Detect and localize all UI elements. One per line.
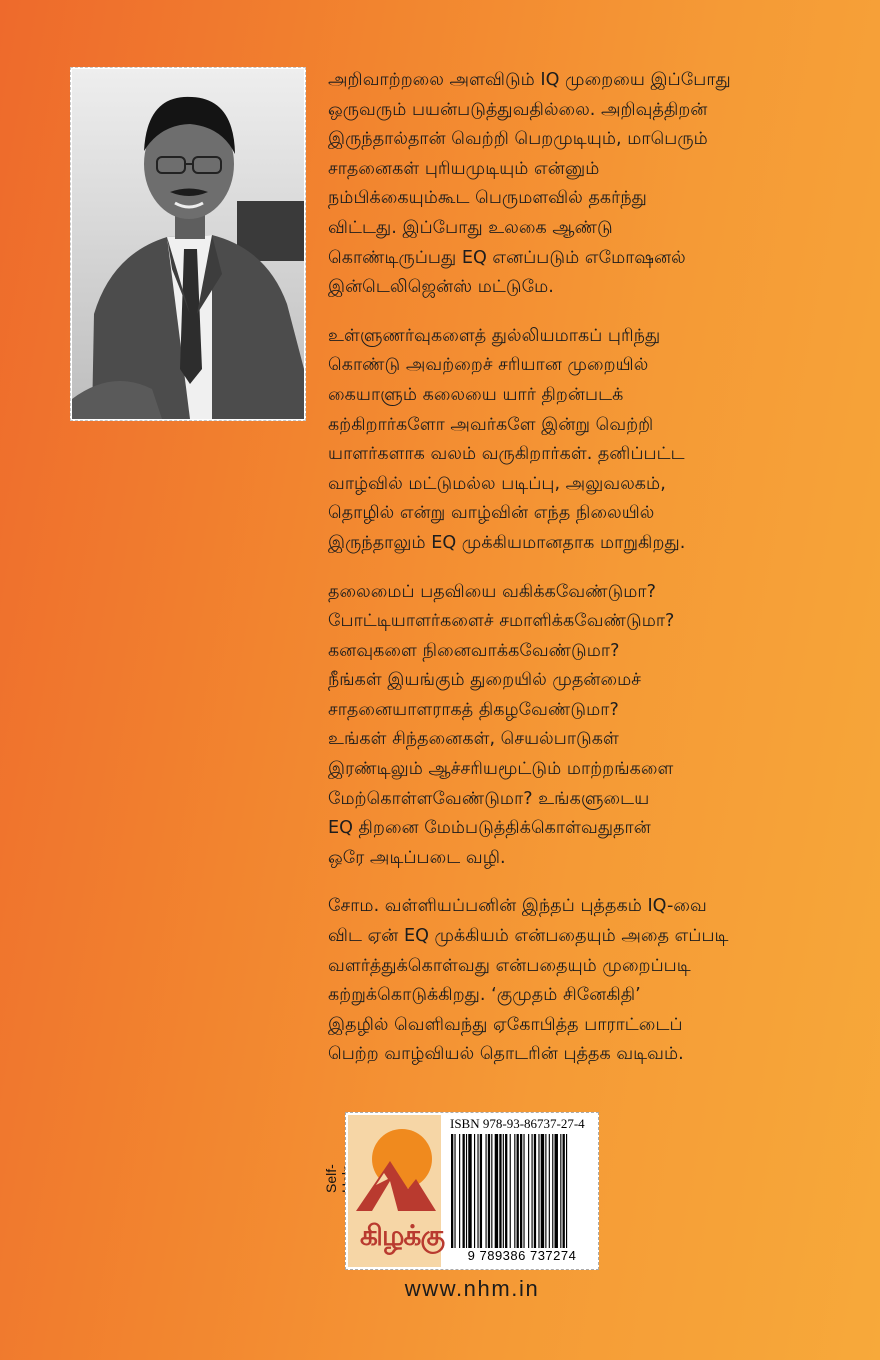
text-line: மேற்கொள்ளவேண்டுமா? உங்களுடைய <box>328 788 650 809</box>
text-line: சாதனைகள் புரியமுடியும் என்னும் <box>328 158 600 179</box>
author-photo <box>72 69 304 419</box>
text-line: ஒருவரும் பயன்படுத்துவதில்லை. அறிவுத்திறன் <box>328 99 708 120</box>
text-line: தொழில் என்று வாழ்வின் எந்த நிலையில் <box>328 503 655 524</box>
backmatter-box <box>345 1112 599 1270</box>
text-line: வளர்த்துக்கொள்வது என்பதையும் முறைப்படி <box>328 955 691 976</box>
paragraph-3 <box>328 578 828 874</box>
text-line: உங்கள் சிந்தனைகள், செயல்பாடுகள் <box>328 729 619 750</box>
text-line: EQ திறனை மேம்படுத்திக்கொள்வதுதான் <box>328 818 651 839</box>
author-photo-frame <box>70 67 306 421</box>
text-line: இன்டெலிஜென்ஸ் மட்டுமே. <box>328 277 554 298</box>
text-line: இதழில் வெளிவந்து ஏகோபித்த பாராட்டைப் <box>328 1014 683 1035</box>
paragraph-1 <box>328 66 828 303</box>
text-line: இருந்தால்தான் வெற்றி பெறமுடியும், மாபெரும் <box>328 129 708 150</box>
text-line: தலைமைப் பதவியை வகிக்கவேண்டுமா? <box>328 581 656 602</box>
publisher-logo <box>348 1115 445 1267</box>
paragraph-4 <box>328 892 828 1070</box>
text-line: யாளர்களாக வலம் வருகிறார்கள். தனிப்பட்ட <box>328 444 685 465</box>
text-line: இரண்டிலும் ஆச்சரியமூட்டும் மாற்றங்களை <box>328 759 674 780</box>
publisher-website[interactable]: www.nhm.in <box>404 1276 540 1301</box>
publisher-logo-text: கிழக்கு <box>360 1219 445 1252</box>
text-line: பெற்ற வாழ்வியல் தொடரின் புத்தக வடிவம். <box>328 1044 684 1065</box>
paragraph-2 <box>328 322 828 559</box>
text-line: கையாளும் கலையை யார் திறன்படக் <box>328 384 624 405</box>
text-line: கனவுகளை நினைவாக்கவேண்டுமா? <box>328 640 620 661</box>
text-line: கொண்டிருப்பது EQ எனப்படும் எமோஷனல் <box>328 247 686 268</box>
barcode-digits: 9 789386 737274 <box>467 1248 577 1263</box>
barcode-icon <box>449 1134 593 1248</box>
text-line: விட ஏன் EQ முக்கியம் என்பதையும் அதை எப்படி <box>328 926 729 947</box>
text-line: போட்டியாளர்களைச் சமாளிக்கவேண்டுமா? <box>328 611 675 632</box>
text-line: ஒரே அடிப்படை வழி. <box>328 847 506 868</box>
genre-label: Self- <box>323 1164 339 1193</box>
text-line: உள்ளுணர்வுகளைத் துல்லியமாகப் புரிந்து <box>328 325 661 346</box>
text-line: கொண்டு அவற்றைச் சரியான முறையில் <box>328 355 649 376</box>
text-line: அறிவாற்றலை அளவிடும் IQ முறையை இப்போது <box>328 70 731 90</box>
text-line: நீங்கள் இயங்கும் துறையில் முதன்மைச் <box>328 670 642 691</box>
text-line: வாழ்வில் மட்டுமல்ல படிப்பு, அலுவலகம், <box>328 473 666 494</box>
text-line: சோம. வள்ளியப்பனின் இந்தப் புத்தகம் IQ-வை <box>328 896 707 917</box>
text-line: விட்டது. இப்போது உலகை ஆண்டு <box>328 217 613 238</box>
text-line: சாதனையாளராகத் திகழவேண்டுமா? <box>328 699 619 720</box>
text-line: கற்றுக்கொடுக்கிறது. ‘குமுதம் சினேகிதி’ <box>328 985 641 1006</box>
text-line: நம்பிக்கையும்கூட பெருமளவில் தகர்ந்து <box>328 188 647 209</box>
text-line: இருந்தாலும் EQ முக்கியமானதாக மாறுகிறது. <box>328 532 686 553</box>
isbn-label: ISBN 978-93-86737-27-4 <box>450 1116 585 1131</box>
author-portrait-icon <box>72 69 304 419</box>
text-line: கற்கிறார்களோ அவர்களே இன்று வெற்றி <box>328 414 654 435</box>
back-cover-description <box>328 66 828 1089</box>
